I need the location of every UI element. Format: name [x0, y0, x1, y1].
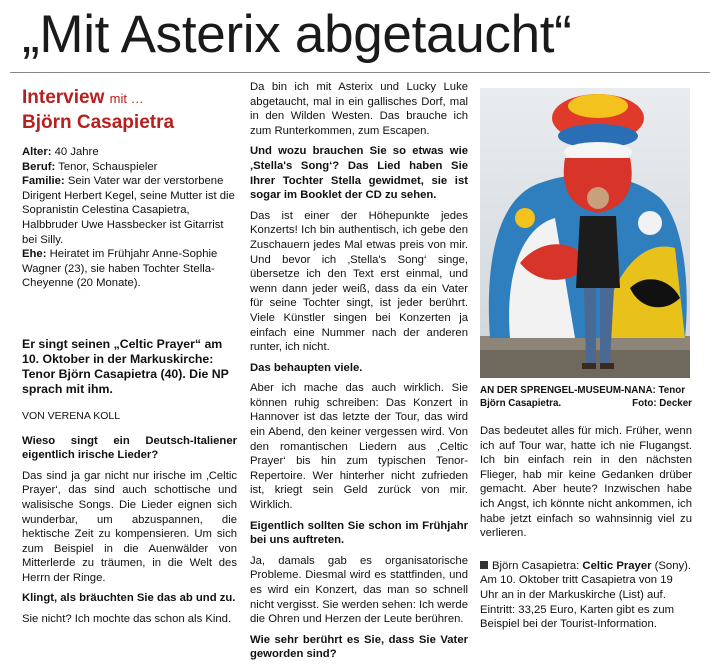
info-box [480, 559, 692, 632]
info-rest: (Sony). Am 10. Oktober tritt Casapietra von 19 Uhr an in der Markuskirche (List) auf. Eintritt: 33,25 Euro, Karten gibt es zum Beispiel bei der Tourist-Information. [480, 559, 692, 631]
question-1: Wieso singt ein Deutsch-Italiener eigentlich irische Lieder? [22, 434, 237, 462]
headline-rule [10, 72, 710, 73]
question-2: Klingt, als bräuchten Sie das ab und zu. [22, 592, 236, 605]
info-title: Celtic Prayer [582, 559, 652, 572]
answer-1: Das sind ja gar nicht nur irische im ‚Celtic Prayer‘, das sind auch schottische und walisische Songs. Die Lieder eignen sich wunderbar, um abzuspannen, die hektische Zeit zu kompensieren. Um sich zum Beispiel in die Auenwälder von Mitterlerde zu träumen, in die Welt des Herrn der Ringe. [22, 469, 237, 584]
interview-mit: mit … [109, 91, 144, 106]
question-4: Das behaupten viele. [250, 361, 363, 374]
answer-continued: Da bin ich mit Asterix und Lucky Luke abgetaucht, mal in ein gallisches Dorf, mal in den Wilden Westen. Das brauche ich zum Runterkommen, zum Escapen. [250, 81, 468, 137]
column-2 [250, 80, 468, 668]
square-bullet-icon [480, 561, 488, 569]
info-prefix: Björn Casapietra: [492, 559, 583, 572]
lead-paragraph: Er singt seinen „Celtic Prayer“ am 10. Oktober in der Markuskirche: Tenor Björn Casapietra (40). Die NP sprach mit ihm. [22, 336, 229, 396]
answer-6: Das bedeutet alles für mich. Früher, wenn ich auf Tour war, hatte ich nie Flugangst. Ich bin einfach rein in den nächsten Flieger, hab mir keine Gedanken drüber gemacht. Aber heute? Inzwischen habe ich Angst, ich könnte nicht ankommen, ich habe jetzt einfach so wahnsinnig viel zu verlieren. [480, 425, 692, 540]
answer-5: Ja, damals gab es organisatorische Probleme. Diesmal wird es stattfinden, und es wird ein Konzert, das man so schnell nicht vergisst. Sie werden sehen: Ich werde die Ohren und Herzen der Leute berühren. [250, 554, 468, 626]
fact-family: Familie: Sein Vater war der verstorbene Dirigent Herbert Kegel, seine Mutter ist die Sopranistin Celestina Casapietra, Halbbruder Uwe Hassbecker ist Gitarrist bei Silly. [22, 175, 235, 246]
answer-2: Sie nicht? Ich mochte das schon als Kind. [22, 613, 232, 626]
column-1 [22, 80, 237, 633]
interview-label: Interview [22, 87, 105, 108]
question-6: Wie sehr berührt es Sie, dass Sie Vater geworden sind? [250, 633, 468, 661]
column-3 [480, 80, 692, 638]
headline: „Mit Asterix abgetaucht“ [22, 5, 572, 64]
answer-3: Das ist einer der Höhepunkte jedes Konzerts! Ich bin authentisch, ich gebe den Zuschauern jedes Mal etwas preis von mir. Und bevor ich ‚Stella's Song‘ singe, übersetze ich den Text erst einmal, und wenn dann jeder weiß, dass da ein Vater für seine Tochter singt, ist jeder berührt. Viele Künstler singen bei Konzerten ja einfach eine Nummer nach der anderen runter, ich nicht. [250, 209, 468, 354]
byline: VON VERENA KOLL [22, 409, 121, 422]
photo-illustration [480, 88, 690, 378]
photo-casapietra-nana [480, 88, 690, 378]
fact-job: Beruf: Tenor, Schauspieler [22, 160, 158, 173]
photo-credit: Foto: Decker [632, 398, 692, 409]
answer-4: Aber ich mache das auch wirklich. Sie können ruhig schreiben: Das Konzert in Hannover ist das letzte der Tour, das wird ein Abend, den keiner vergessen wird. Von den romantischen Liedern aus ‚Celtic Prayer‘ bis hin zum typischen Tenor-Repertoire. Wer hinterher nicht zufrieden ist, kriegt sein Geld zurück von mir. Wirklich. [250, 382, 468, 512]
facts-box [22, 145, 237, 291]
interviewee-name: Björn Casapietra [22, 112, 175, 133]
fact-marriage: Ehe: Heiratet im Frühjahr Anne-Sophie Wagner (23), sie haben Tochter Stella-Cheyenne (20 Monate). [22, 248, 218, 290]
interview-heading [22, 86, 237, 111]
question-5: Eigentlich sollten Sie schon im Frühjahr bei uns auftreten. [250, 519, 468, 547]
caption-text: AN DER SPRENGEL-MUSEUM-NANA: Tenor Björn Casapietra. [480, 385, 686, 409]
question-3: Und wozu brauchen Sie so etwas wie ‚Stella's Song‘? Das Lied haben Sie Ihrer Tochter Stella gewidmet, sie ist sogar im Booklet der CD zu sehen. [250, 145, 468, 202]
fact-age: Alter: 40 Jahre [22, 146, 99, 158]
photo-caption [480, 384, 692, 410]
